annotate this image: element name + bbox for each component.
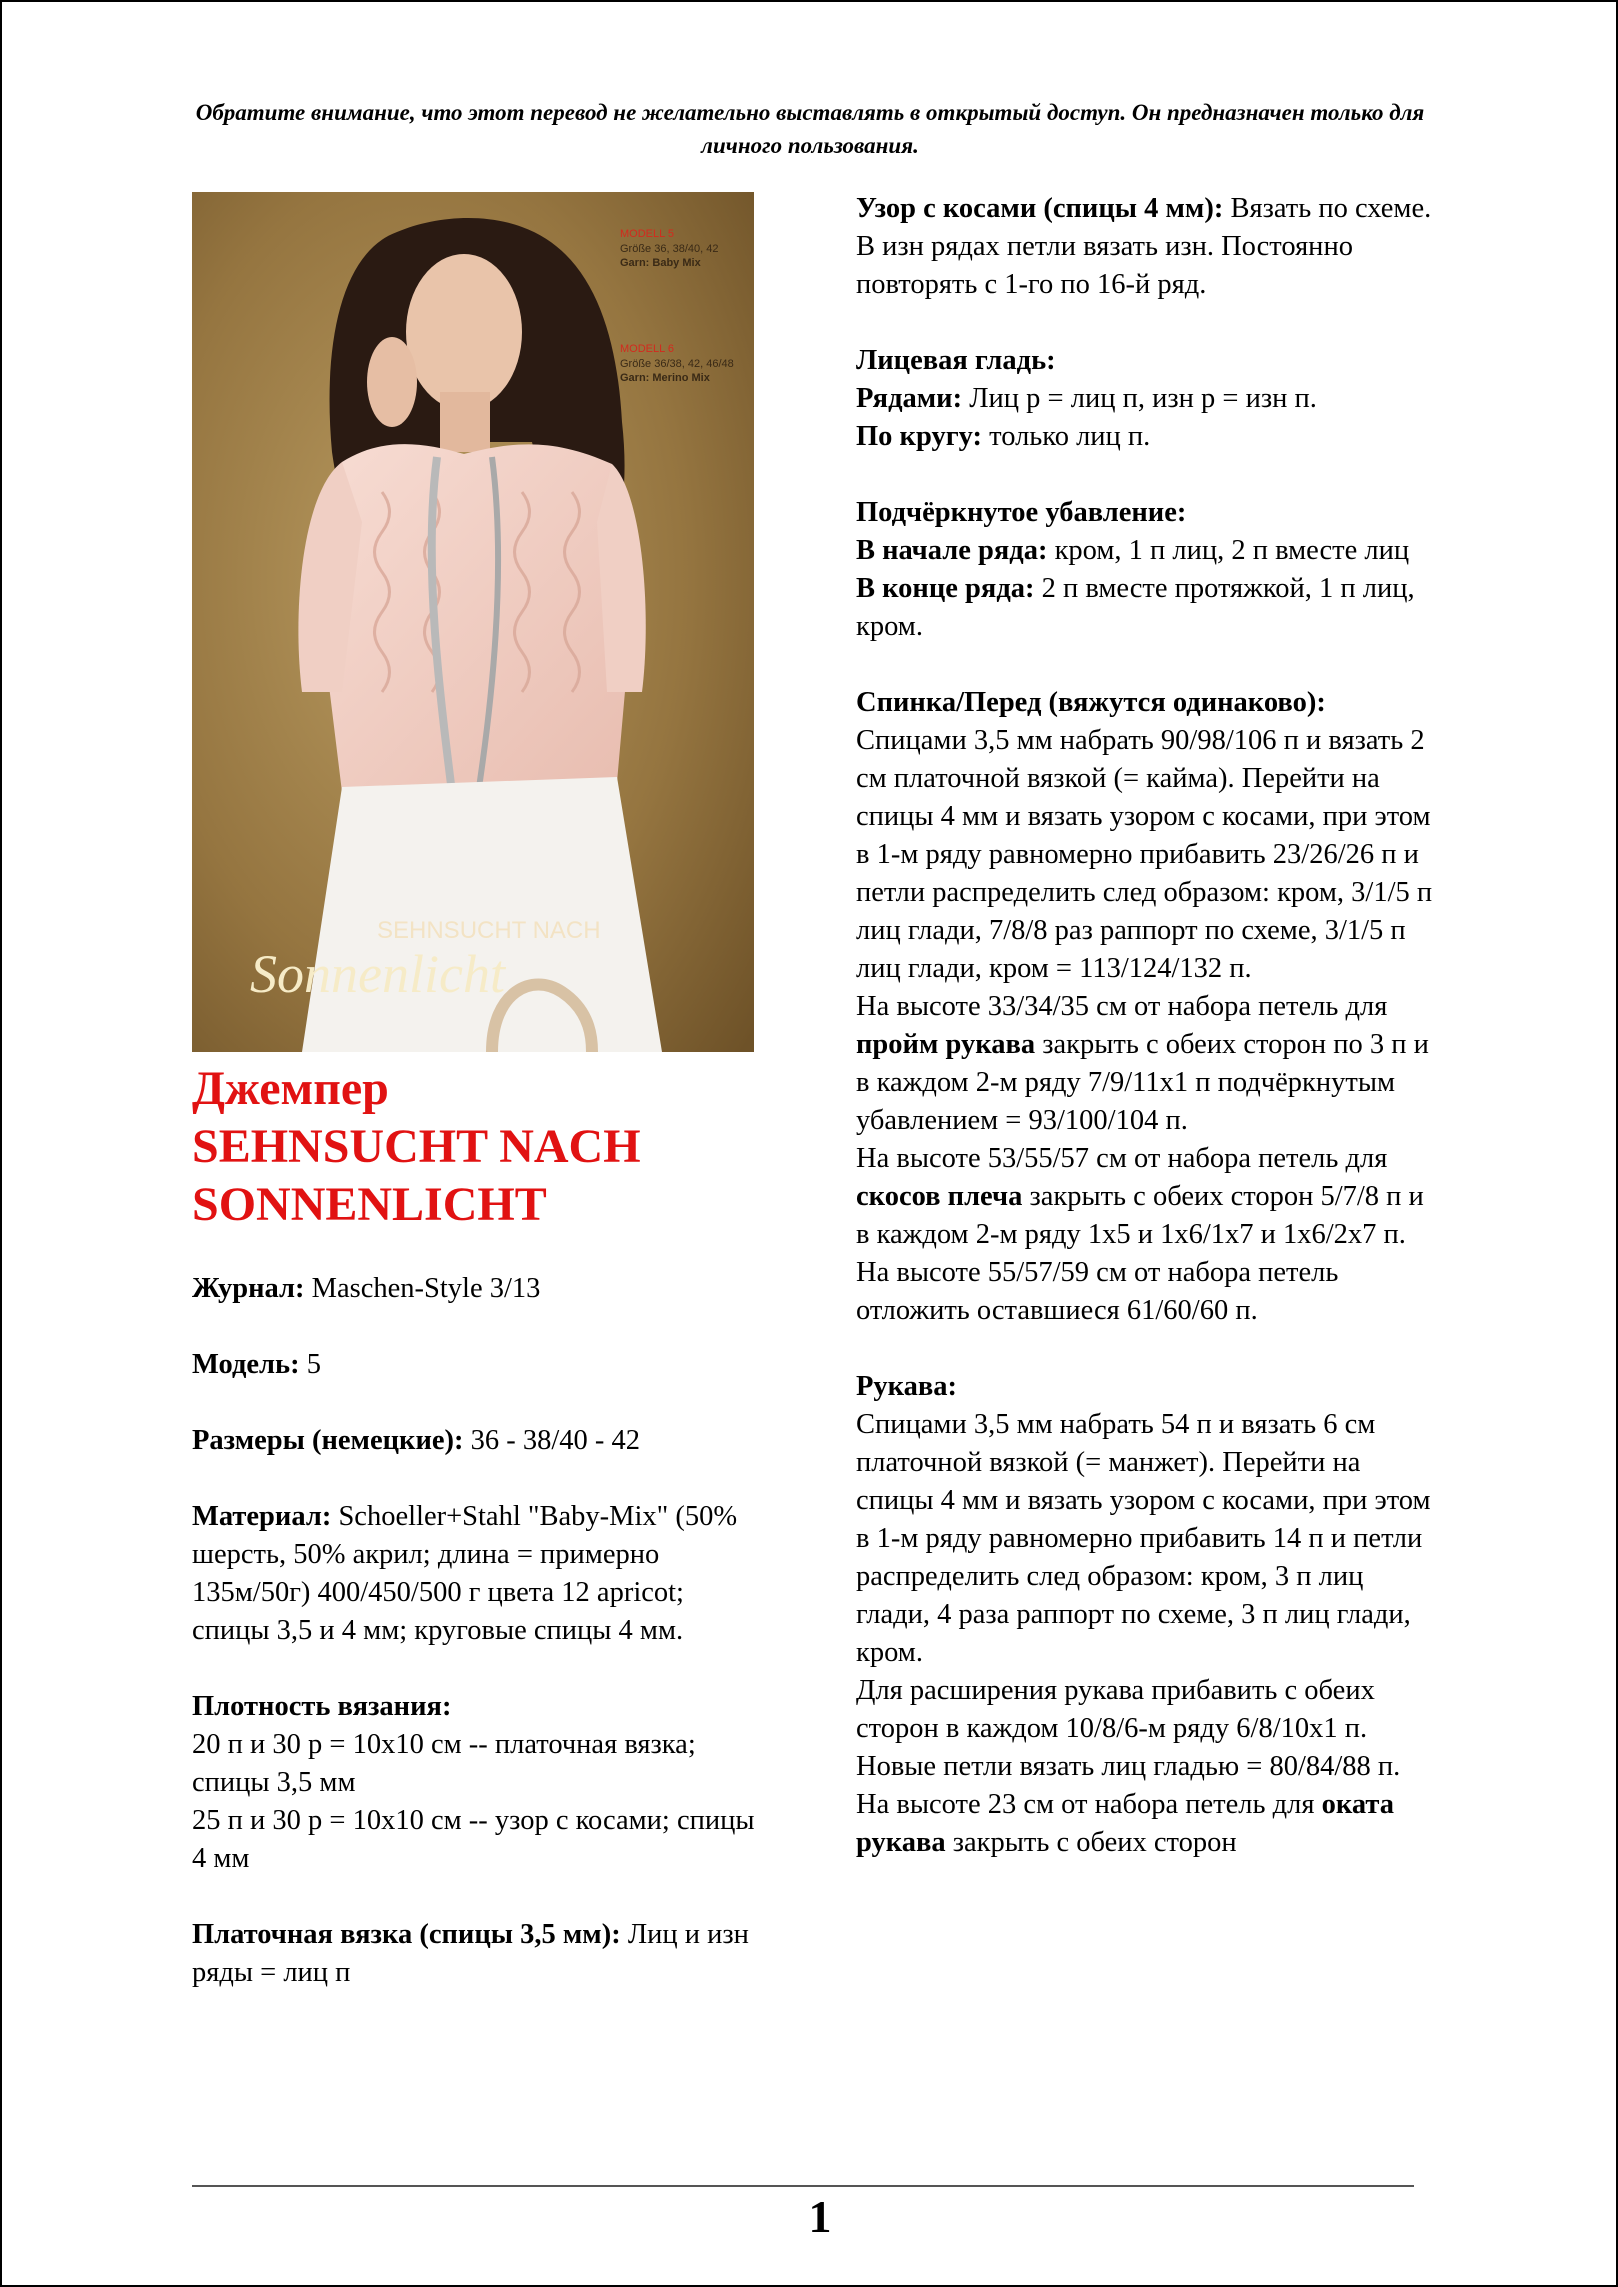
decrease-start: В начале ряда: кром, 1 п лиц, 2 п вместе лиц [856, 535, 1410, 566]
back-front-heading: Спинка/Перед (вяжутся одинаково): [856, 687, 1326, 718]
title-line: SONNENLICHT [192, 1178, 547, 1231]
footer-divider [192, 2185, 1414, 2187]
stockinette-round: По кругу: только лиц п. [856, 421, 1151, 452]
cable-pattern-info: Узор с косами (спицы 4 мм): Вязать по схеме. В изн рядах петли вязать изн. Постоянно повторять с 1-го по 16-й ряд. [856, 193, 1432, 300]
gauge-line: 25 п и 30 р = 10х10 см -- узор с косами; спицы 4 мм [192, 1805, 755, 1874]
back-front-paragraph: Спицами 3,5 мм набрать 90/98/106 п и вязать 2 см платочной вязкой (= кайма). Перейти на спицы 4 мм и вязать узором с косами, при этом в 1-м ряду равномерно прибавить 23/26/26 п и петли распределить след образом: кром, 3/1/5 п лиц глади, 7/8/8 раз раппорт по схеме, 3/1/5 п лиц глади, кром = 113/124/132 п. [856, 725, 1433, 984]
gauge-line: 20 п и 30 р = 10х10 см -- платочная вязка; спицы 3,5 мм [192, 1729, 696, 1798]
sleeves-paragraph: На высоте 23 см от набора петель для оката рукава закрыть с обеих сторон [856, 1789, 1394, 1858]
inset-line: Größe 36/38, 42, 46/48 [620, 358, 734, 370]
back-front-paragraph: На высоте 55/57/59 см от набора петель отложить оставшиеся 61/60/60 п. [856, 1257, 1339, 1326]
decrease-end: В конце ряда: 2 п вместе протяжкой, 1 п лиц, кром. [856, 573, 1415, 642]
garter-stitch-info: Платочная вязка (спицы 3,5 мм): Лиц и изн ряды = лиц п [192, 1919, 749, 1988]
model-photo [192, 192, 754, 1052]
photo-illustration [192, 192, 754, 1052]
photo-caption-small: SEHNSUCHT NACH [377, 917, 601, 944]
inset-line: Garn: Baby Mix [620, 257, 701, 269]
inset-line: MODELL 5 [620, 228, 675, 240]
inset-line: Größe 36, 38/40, 42 [620, 243, 719, 255]
decrease-heading: Подчёркнутое убавление: [856, 497, 1187, 528]
model-info: Модель: 5 [192, 1349, 321, 1380]
sizes-info: Размеры (немецкие): 36 - 38/40 - 42 [192, 1425, 641, 1456]
sleeves-paragraph: Для расширения рукава прибавить с обеих сторон в каждом 10/8/6-м ряду 6/8/10х1 п. Новые петли вязать лиц гладью = 80/84/88 п. [856, 1675, 1401, 1782]
material-info: Материал: Schoeller+Stahl "Baby-Mix" (50% шерсть, 50% акрил; длина = примерно 135м/50г) 400/450/500 г цвета 12 apricot; спицы 3,5 и 4 мм; круговые спицы 4 мм. [192, 1501, 738, 1646]
copyright-notice: Обратите внимание, что этот перевод не желательно выставлять в открытый доступ. Он предназначен только для личного пользования. [195, 100, 1425, 158]
sleeves-heading: Рукава: [856, 1371, 958, 1402]
stockinette-heading: Лицевая гладь: [856, 345, 1056, 376]
back-front-paragraph: На высоте 33/34/35 см от набора петель для пройм рукава закрыть с обеих сторон по 3 п и в каждом 2-м ряду 7/9/11х1 п подчёркнутым убавлением = 93/100/104 п. [856, 991, 1429, 1136]
left-column [192, 1270, 762, 1992]
title-line: Джемпер [192, 1062, 389, 1115]
sleeves-paragraph: Спицами 3,5 мм набрать 54 п и вязать 6 см платочной вязкой (= манжет). Перейти на спицы 4 мм и вязать узором с косами, при этом в 1-м ряду равномерно прибавить 14 п и петли распределить след образом: кром, 3 п лиц глади, 4 раза раппорт по схеме, 3 п лиц глади, кром. [856, 1409, 1431, 1668]
magazine-info: Журнал: Maschen-Style 3/13 [192, 1273, 541, 1304]
inset-line: MODELL 6 [620, 343, 675, 355]
page-number: 1 [808, 2191, 832, 2242]
pattern-title [192, 1060, 792, 1234]
title-line: SEHNSUCHT NACH [192, 1120, 641, 1173]
photo-caption-large: Sonnenlicht [250, 944, 505, 1004]
inset-line: Garn: Merino Mix [620, 372, 710, 384]
right-column [856, 190, 1436, 1862]
gauge-heading: Плотность вязания: [192, 1691, 452, 1722]
stockinette-rows: Рядами: Лиц р = лиц п, изн р = изн п. [856, 383, 1317, 414]
back-front-paragraph: На высоте 53/55/57 см от набора петель для скосов плеча закрыть с обеих сторон 5/7/8 п и в каждом 2-м ряду 1х5 и 1х6/1х7 и 1х6/2х7 п. [856, 1143, 1424, 1250]
